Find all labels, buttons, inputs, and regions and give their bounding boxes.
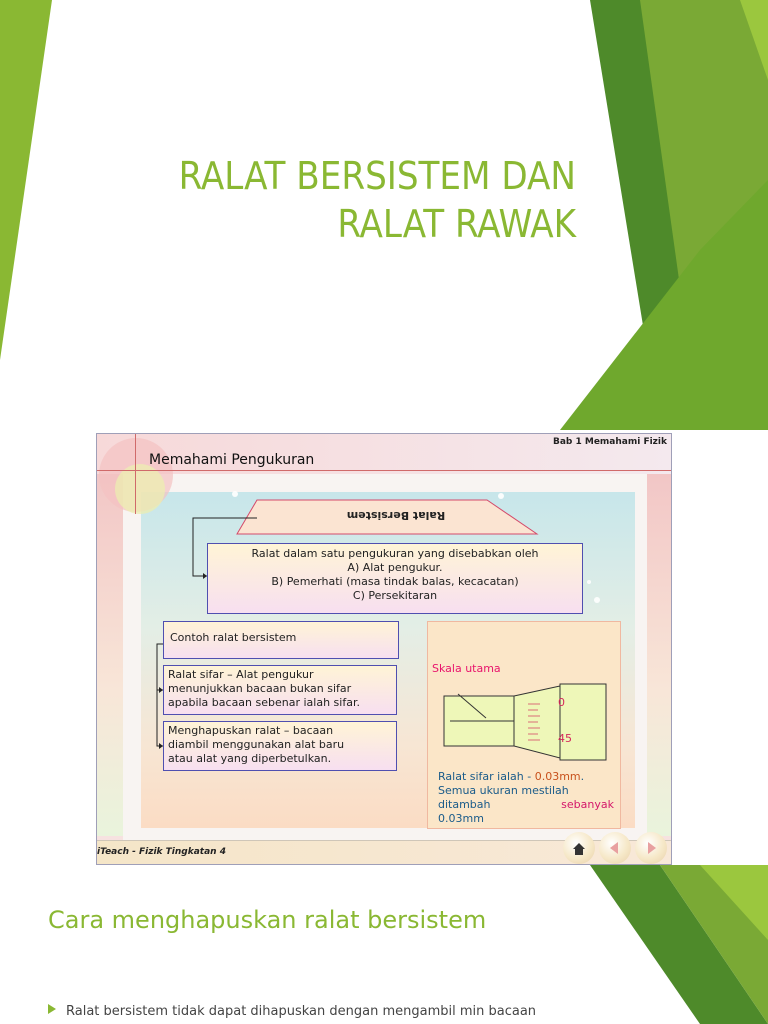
explanation-line: Ralat sifar ialah - 0.03mm.	[438, 770, 585, 783]
slide-title	[56, 152, 576, 248]
definition-line: C) Persekitaran	[352, 589, 438, 602]
thimble-tick-45: 45	[558, 732, 572, 745]
arrow-left-icon	[599, 832, 631, 864]
embed-footer-text: iTeach - Fizik Tingkatan 4	[97, 847, 226, 857]
bullet-text: Ralat bersistem tidak dapat dihapuskan dengan mengambil min bacaan	[66, 1004, 537, 1019]
example-correction-box	[163, 721, 397, 771]
example-line: apabila bacaan sebenar ialah sifar.	[168, 696, 360, 709]
home-icon	[563, 832, 595, 864]
home-nav-button[interactable]	[563, 832, 595, 864]
example-line: diambil menggunakan alat baru	[168, 738, 345, 751]
zero-error-explanation	[438, 770, 614, 826]
definition-box	[207, 543, 583, 614]
section-title: Cara menghapuskan ralat bersistem	[48, 906, 487, 934]
thimble-tick-0: 0	[558, 696, 565, 709]
micrometer-diagram	[427, 621, 621, 829]
embedded-slide-image	[96, 433, 672, 865]
bullet-item	[48, 1004, 536, 1024]
definition-line: A) Alat pengukur.	[347, 561, 443, 574]
explanation-line: Semua ukuran mestilah	[438, 784, 569, 797]
definition-line: B) Pemerhati (masa tindak balas, kecacatan)	[271, 575, 519, 588]
banner-text: Ralat Bersistem	[346, 509, 446, 522]
embed-chapter-label: Bab 1 Memahami Fizik	[552, 437, 667, 447]
arrow-right-icon	[635, 832, 667, 864]
example-zero-error-box	[163, 665, 397, 715]
explanation-line: 0.03mm	[438, 812, 484, 825]
example-line: Menghapuskan ralat – bacaan	[168, 724, 334, 737]
example-heading-box: Contoh ralat bersistem	[163, 621, 399, 659]
embed-title: Memahami Pengukuran	[149, 452, 315, 468]
triangle-bullet-icon	[48, 1004, 56, 1014]
slide-title-line2: RALAT RAWAK	[337, 202, 576, 246]
explanation-line: ditambah sebanyak	[438, 798, 614, 811]
example-line: Ralat sifar – Alat pengukur	[168, 668, 314, 681]
main-scale-label: Skala utama	[432, 662, 501, 675]
next-nav-button[interactable]	[635, 832, 667, 864]
previous-nav-button[interactable]	[599, 832, 631, 864]
left-green-shard	[0, 0, 52, 360]
definition-line: Ralat dalam satu pengukuran yang disebabkan oleh	[251, 547, 539, 560]
example-line: menunjukkan bacaan bukan sifar	[168, 682, 352, 695]
slide-title-line1: RALAT BERSISTEM DAN	[178, 154, 576, 198]
example-line: atau alat yang diperbetulkan.	[168, 752, 332, 765]
